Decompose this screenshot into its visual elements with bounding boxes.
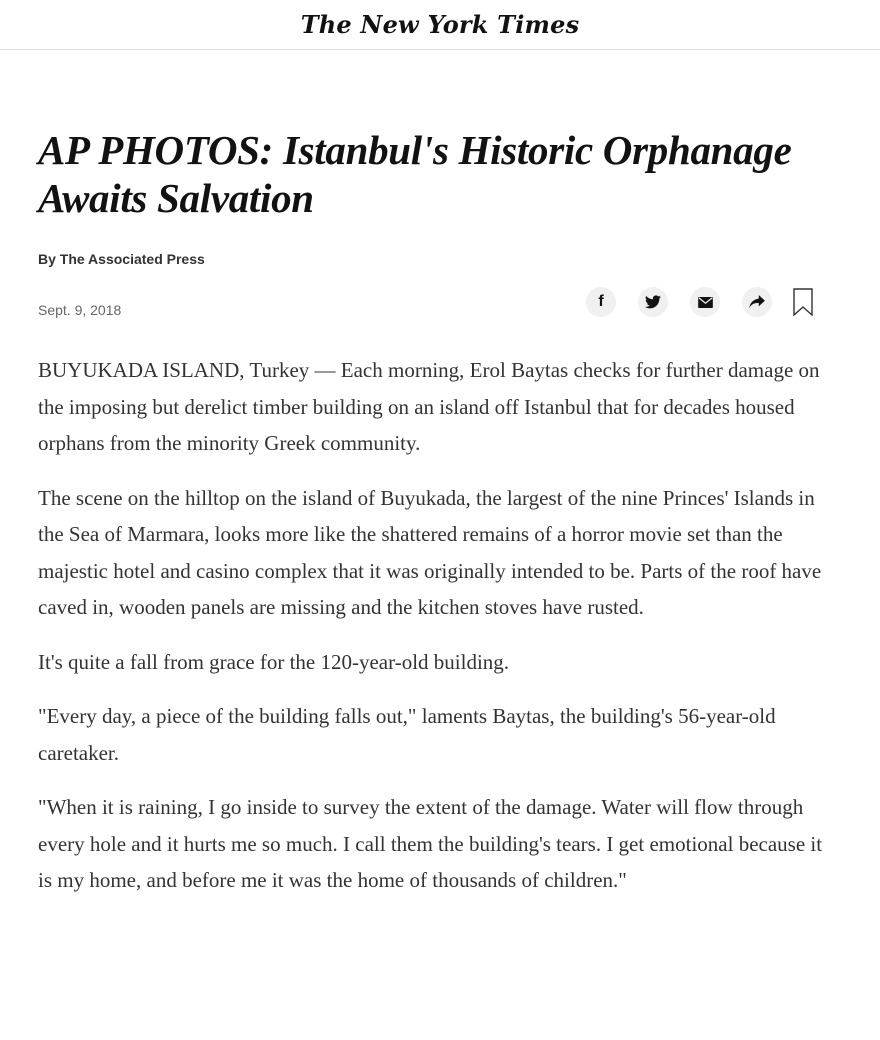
more-share-button[interactable] <box>742 287 772 317</box>
save-bookmark-button[interactable] <box>792 287 814 317</box>
bookmark-icon <box>793 288 813 316</box>
share-icon <box>749 295 765 309</box>
article-paragraph: It's quite a fall from grace for the 120-year-old building. <box>38 649 510 674</box>
facebook-icon: f <box>598 293 604 310</box>
nyt-logo[interactable]: The New York Times <box>300 10 580 39</box>
share-toolbar <box>586 286 814 318</box>
article-date: Sept. 9, 2018 <box>38 302 122 318</box>
article-body <box>38 352 828 917</box>
email-icon <box>698 297 713 308</box>
masthead <box>0 0 880 50</box>
article-byline: By The Associated Press <box>38 251 205 267</box>
twitter-icon <box>645 295 661 309</box>
article-paragraph: BUYUKADA ISLAND, Turkey — Each morning, Erol Baytas checks for further damage on the imposing but derelict timber building on an island off Istanbul that for decades housed orphans from the minority Greek community. <box>38 358 820 455</box>
article-paragraph: "When it is raining, I go inside to survey the extent of the damage. Water will flow through every hole and it hurts me so much. I call them the building's tears. I get emotional because it is my home, and before me it was the home of thousands of children." <box>38 795 823 892</box>
article-paragraph: The scene on the hilltop on the island of Buyukada, the largest of the nine Princes' Islands in the Sea of Marmara, looks more like the shattered remains of a horror movie set than the majestic hotel and casino complex that it was originally intended to be. Parts of the roof have caved in, wooden panels are missing and the kitchen stoves have rusted. <box>38 485 822 619</box>
twitter-share-button[interactable] <box>638 287 668 317</box>
email-share-button[interactable] <box>690 287 720 317</box>
facebook-share-button[interactable] <box>586 287 616 317</box>
article-paragraph: "Every day, a piece of the building falls out," laments Baytas, the building's 56-year-old caretaker. <box>38 704 776 765</box>
article-headline: AP PHOTOS: Istanbul's Historic Orphanage Awaits Salvation <box>38 127 792 221</box>
